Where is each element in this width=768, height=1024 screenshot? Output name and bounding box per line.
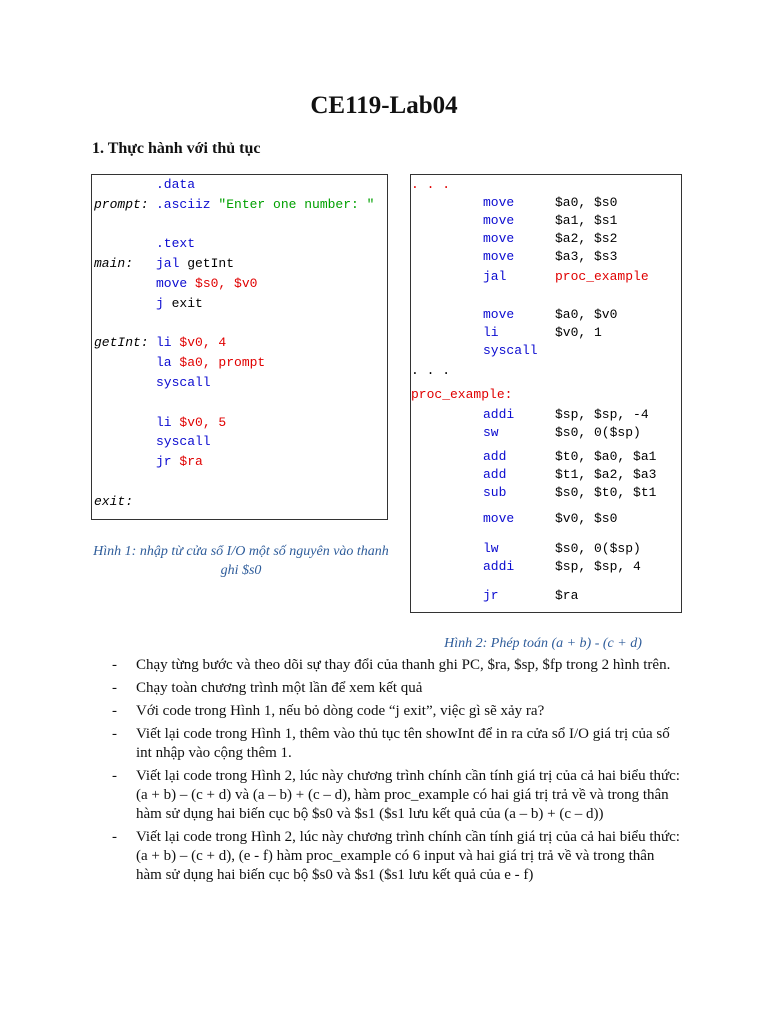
exercise-list xyxy=(112,656,682,889)
code-operands: $t1, $a2, $a3 xyxy=(555,467,657,482)
code-line xyxy=(92,316,385,332)
code-instruction: lw xyxy=(483,541,499,556)
code-instruction: addi xyxy=(483,407,515,422)
code-operands: $ra xyxy=(555,588,579,603)
code-line xyxy=(92,256,385,272)
code-line xyxy=(92,177,385,193)
code-line xyxy=(92,494,385,510)
code-operands: $t0, $a0, $a1 xyxy=(555,449,657,464)
code-instruction: move xyxy=(483,213,515,228)
code-line xyxy=(411,213,679,229)
code-line xyxy=(411,511,679,527)
code-line xyxy=(92,454,385,470)
code-line xyxy=(92,217,385,233)
code-operands: $sp, $sp, -4 xyxy=(555,407,649,422)
code-operands: exit xyxy=(163,295,203,311)
code-operands: getInt xyxy=(179,256,235,272)
code-instruction: .text xyxy=(156,236,196,252)
code-line xyxy=(411,231,679,247)
code-line xyxy=(411,387,679,403)
figure2-code-box xyxy=(410,174,682,613)
list-item: - Với code trong Hình 1, nếu bỏ dòng code “j exit”, việc gì sẽ xảy ra? xyxy=(112,702,682,721)
code-line xyxy=(92,296,385,312)
code-line xyxy=(411,467,679,483)
code-instruction: syscall xyxy=(156,434,211,450)
code-instruction: jr xyxy=(483,588,499,603)
code-line xyxy=(411,541,679,557)
code-operands: $v0, 5 xyxy=(171,414,227,430)
code-line xyxy=(411,249,679,265)
code-instruction: syscall xyxy=(156,375,211,390)
code-line xyxy=(92,434,385,450)
list-item: - Viết lại code trong Hình 1, thêm vào thủ tục tên showInt để in ra cửa sổ I/O giá trị của số int nhập vào cộng thêm 1. xyxy=(112,725,682,763)
code-operands: proc_example xyxy=(555,269,649,284)
code-instruction: move $s0, $v0 xyxy=(156,276,258,291)
code-operands: $a3, $s3 xyxy=(555,249,618,264)
document-title: CE119-Lab04 xyxy=(310,92,458,119)
code-operands: $s0, 0($sp) xyxy=(555,541,641,556)
code-operands: $sp, $sp, 4 xyxy=(555,559,641,574)
figure1-caption: Hình 1: nhập từ cửa sổ I/O một số nguyên vào thanh ghi $s0 xyxy=(93,544,389,578)
code-instruction: li $v0, 5 xyxy=(156,414,227,430)
list-item: - Chạy toàn chương trình một lần để xem kết quả xyxy=(112,679,682,698)
code-instruction: syscall xyxy=(483,343,538,358)
code-operands: $v0, $s0 xyxy=(555,511,618,526)
code-operands: $a0, $v0 xyxy=(555,307,618,322)
code-label: main: xyxy=(94,256,134,272)
code-operands: $v0, 1 xyxy=(555,325,602,340)
code-line xyxy=(411,325,679,341)
code-instruction: move xyxy=(483,231,515,246)
code-operands: $a2, $s2 xyxy=(555,231,618,246)
code-line xyxy=(411,588,679,604)
code-operands: $a0, $s0 xyxy=(555,195,618,210)
code-instruction: move xyxy=(483,249,515,264)
code-instruction: li xyxy=(483,325,499,340)
code-instruction: .data xyxy=(156,177,196,192)
code-instruction: add xyxy=(483,467,507,482)
code-line xyxy=(92,236,385,252)
code-line xyxy=(411,195,679,211)
figure1-code-box xyxy=(91,174,388,520)
code-line xyxy=(92,395,385,411)
code-line xyxy=(92,415,385,431)
code-instruction: jal xyxy=(483,269,507,284)
code-label: proc_example: xyxy=(411,387,513,402)
list-item: - Viết lại code trong Hình 2, lúc này chương trình chính cần tính giá trị của cả hai biểu thức: (a + b) – (c + d) và (a – b) + (c – d), hàm proc_example có hai giá trị trả về và trong thân hàm sử dụng hai biến cục bộ $s0 và $s1 ($s1 lưu kết quả của (a – b) + (c – d)) xyxy=(112,767,682,824)
code-line xyxy=(411,269,679,285)
code-operands: "Enter one number: " xyxy=(210,196,375,212)
code-line xyxy=(92,355,385,371)
code-operands: $s0, 0($sp) xyxy=(555,425,641,440)
code-instruction: sw xyxy=(483,425,499,440)
code-instruction: j exit xyxy=(156,295,203,311)
code-instruction: li $v0, 4 xyxy=(156,335,227,351)
code-operands: $a1, $s1 xyxy=(555,213,618,228)
code-instruction: add xyxy=(483,449,507,464)
code-instruction: move xyxy=(483,511,515,526)
section-heading: 1. Thực hành với thủ tục xyxy=(92,140,261,157)
code-line xyxy=(92,375,385,391)
code-line xyxy=(411,177,679,193)
list-item: - Chạy từng bước và theo dõi sự thay đổi của thanh ghi PC, $ra, $sp, $fp trong 2 hình trên. xyxy=(112,656,682,675)
code-label: . . . xyxy=(411,177,451,192)
code-line xyxy=(92,276,385,292)
code-instruction: jal getInt xyxy=(156,256,235,272)
code-operands: $s0, $v0 xyxy=(187,276,258,291)
code-instruction: la $a0, prompt xyxy=(156,355,266,371)
code-label: getInt: xyxy=(94,335,149,351)
code-instruction: move xyxy=(483,195,515,210)
code-operands: $s0, $t0, $t1 xyxy=(555,485,657,500)
code-line xyxy=(92,197,385,213)
code-operands: $ra xyxy=(171,454,203,470)
code-instruction: sub xyxy=(483,485,507,500)
code-line xyxy=(411,343,679,359)
code-line xyxy=(411,363,679,379)
code-line xyxy=(92,335,385,351)
code-label: . . . xyxy=(411,363,451,378)
code-operands: $v0, 4 xyxy=(171,335,227,351)
code-label: exit: xyxy=(94,493,134,509)
code-line xyxy=(411,425,679,441)
code-line xyxy=(411,407,679,423)
code-operands: $a0, prompt xyxy=(171,355,266,371)
code-line xyxy=(92,474,385,490)
figure2-caption: Hình 2: Phép toán (a + b) - (c + d) xyxy=(444,636,642,651)
code-line xyxy=(411,449,679,465)
code-instruction: move xyxy=(483,307,515,322)
code-label: prompt: xyxy=(94,196,149,212)
code-instruction: .asciiz "Enter one number: " xyxy=(156,196,375,212)
list-item: - Viết lại code trong Hình 2, lúc này chương trình chính cần tính giá trị của cả hai biểu thức: (a + b) – (c + d), (e - f) hàm proc_example có 6 input và hai giá trị trả về và trong thân hàm sử dụng hai biến cục bộ $s0 và $s1 ($s1 lưu kết quả của e - f) xyxy=(112,828,682,885)
code-line xyxy=(411,485,679,501)
code-instruction: addi xyxy=(483,559,515,574)
code-line xyxy=(411,559,679,575)
code-instruction: jr $ra xyxy=(156,454,203,470)
code-line xyxy=(411,307,679,323)
